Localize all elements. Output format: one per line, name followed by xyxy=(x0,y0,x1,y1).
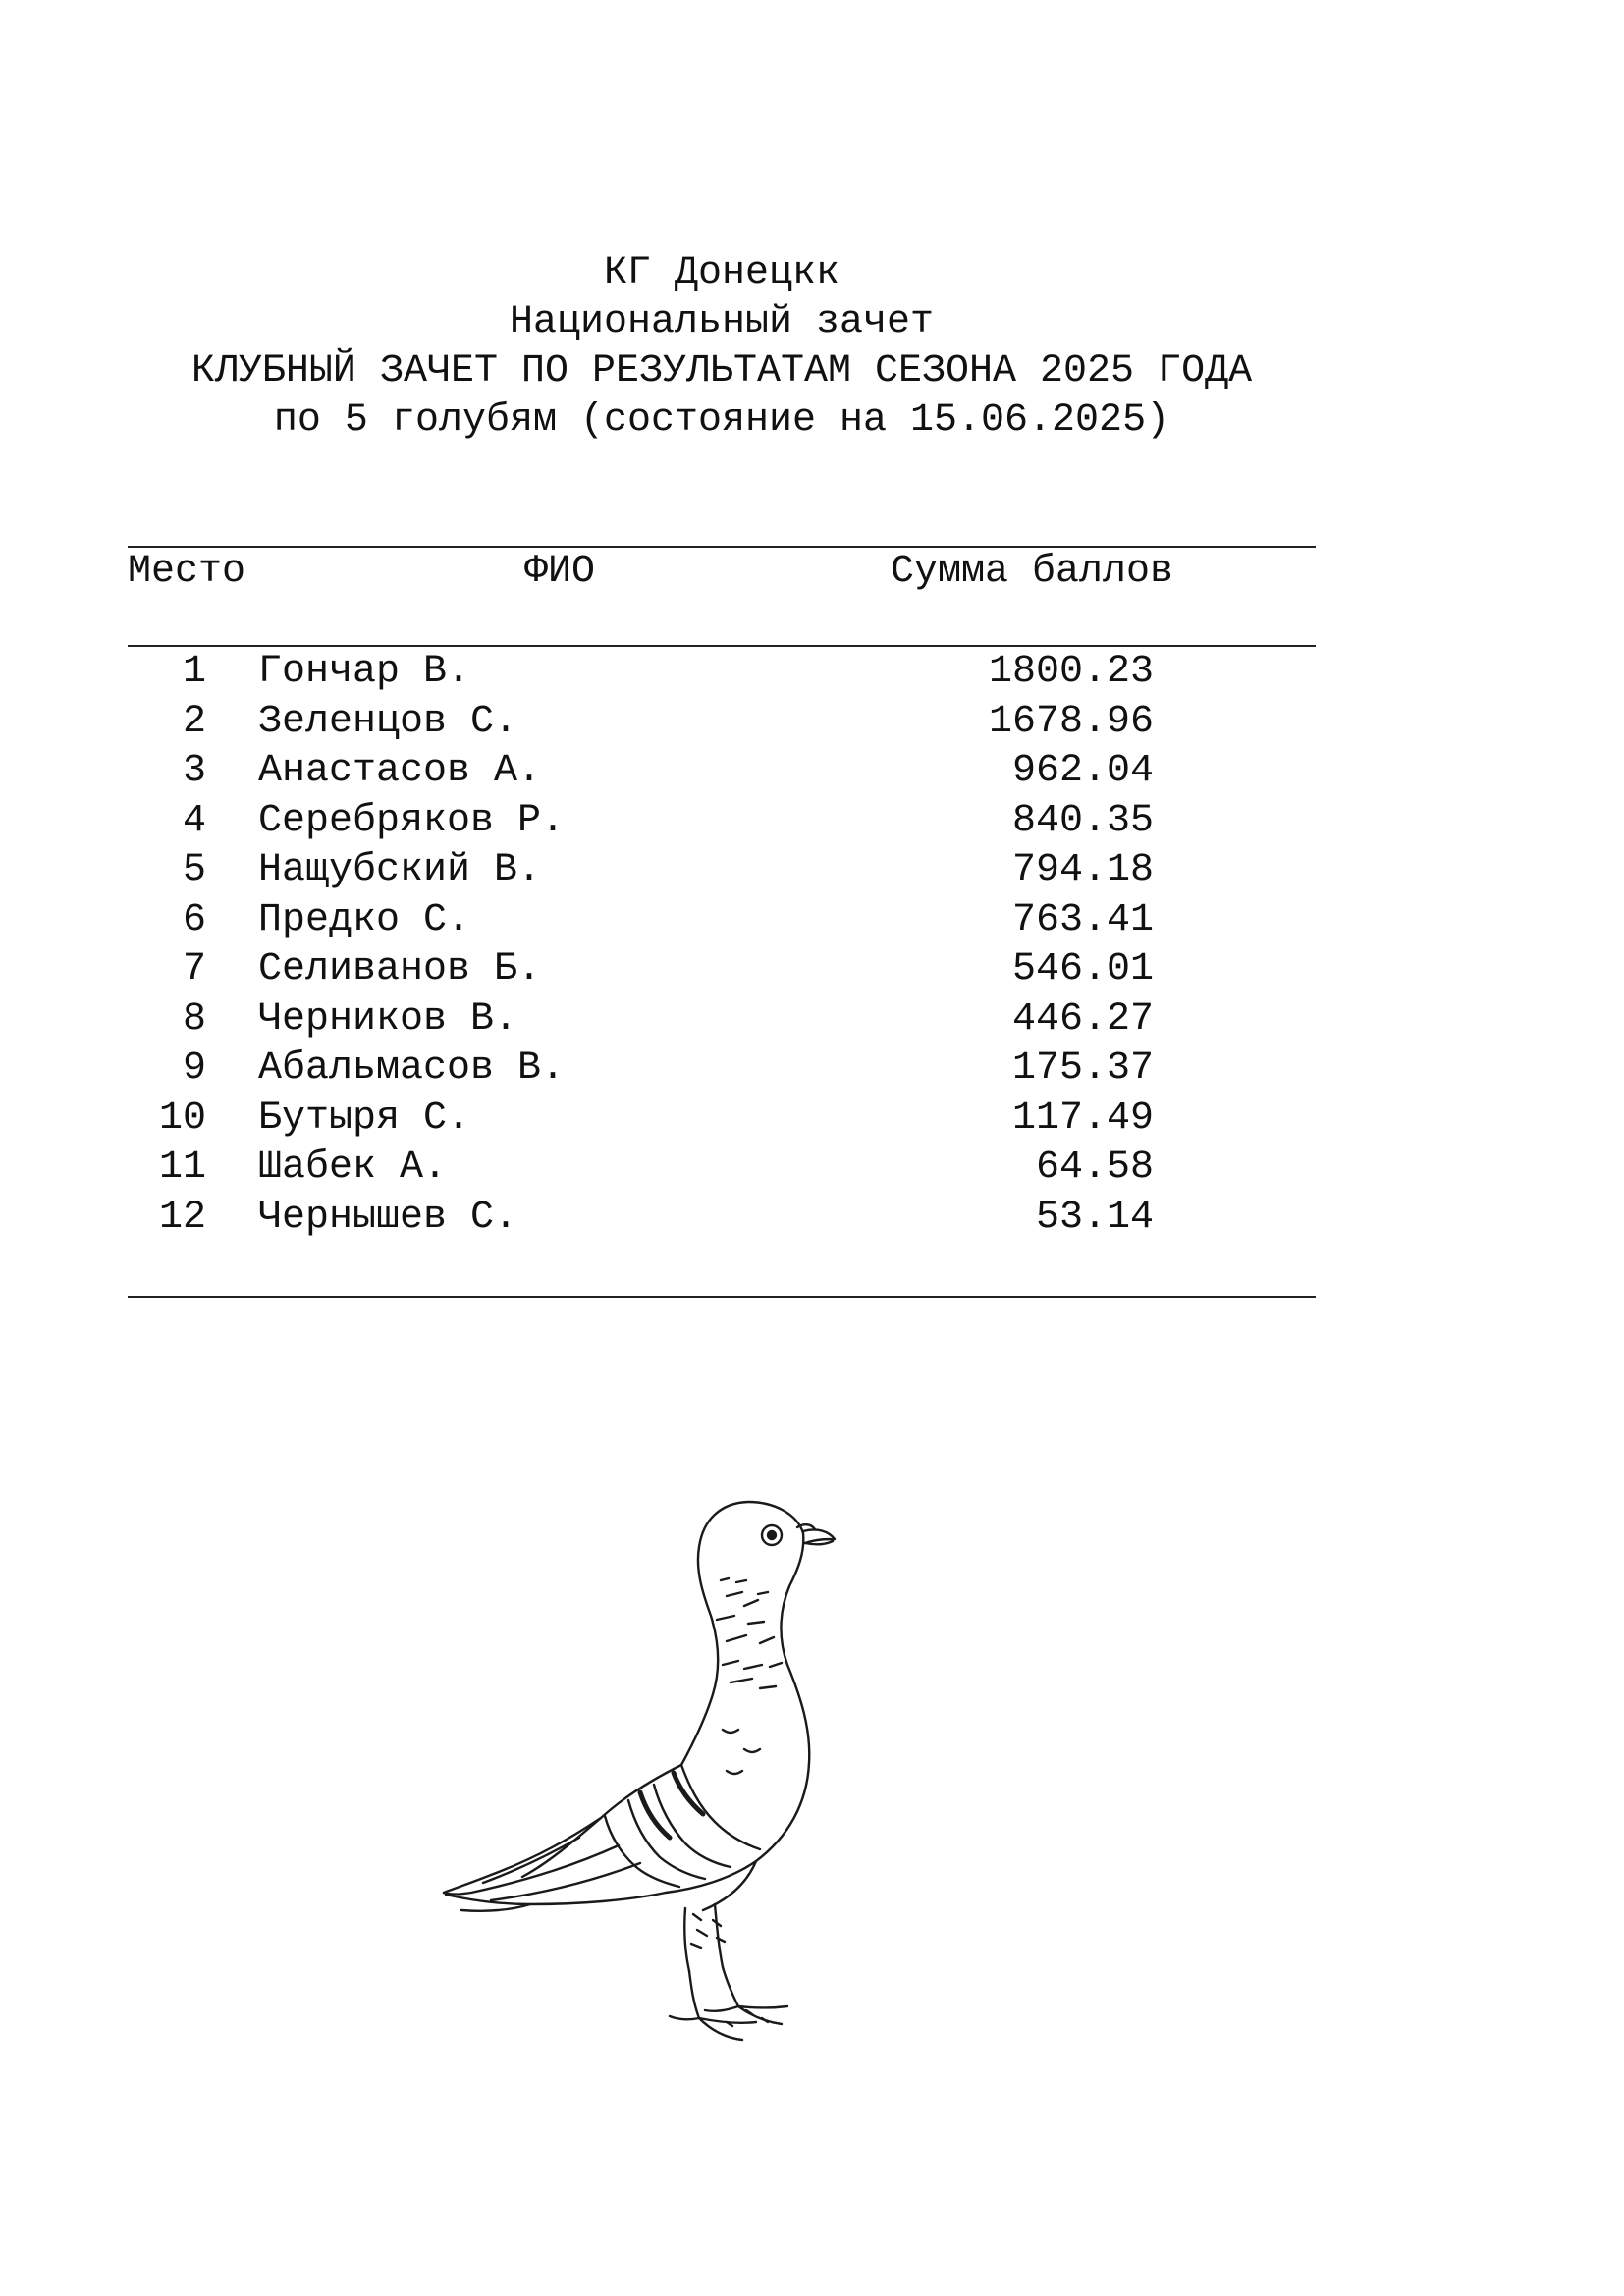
row-place: 4 xyxy=(182,798,206,843)
header-divider xyxy=(128,645,1316,647)
row-name: Шабек А. xyxy=(258,1146,448,1190)
row-name: Серебряков Р. xyxy=(258,798,566,843)
row-place: 8 xyxy=(182,996,206,1041)
document-title: КЛУБНЫЙ ЗАЧЕТ ПО РЕЗУЛЬТАТАМ СЕЗОНА 2025 ГОДА xyxy=(190,349,1253,394)
row-score: 446.27 xyxy=(1011,996,1154,1041)
row-name: Чернышев С. xyxy=(258,1195,518,1240)
table-row xyxy=(128,1144,1316,1194)
row-name: Нащубский В. xyxy=(258,848,542,892)
row-place: 6 xyxy=(182,897,206,942)
document-subtitle: по 5 голубям (состояние на 15.06.2025) xyxy=(273,399,1170,443)
row-score: 175.37 xyxy=(1011,1046,1154,1091)
row-place: 9 xyxy=(182,1046,206,1091)
row-name: Гончар В. xyxy=(258,650,471,694)
table-row xyxy=(128,747,1316,797)
row-score: 53.14 xyxy=(1035,1195,1154,1240)
row-name: Черников В. xyxy=(258,996,518,1041)
table-row xyxy=(128,945,1316,995)
table-row xyxy=(128,995,1316,1045)
row-score: 1678.96 xyxy=(988,699,1154,744)
row-score: 763.41 xyxy=(1011,897,1154,942)
column-header-score: Сумма баллов xyxy=(891,550,1174,594)
row-place: 1 xyxy=(182,650,206,694)
table-row xyxy=(128,698,1316,748)
row-score: 1800.23 xyxy=(988,650,1154,694)
club-name: КГ Донецкк xyxy=(603,251,840,295)
table-row xyxy=(128,1095,1316,1145)
row-score: 794.18 xyxy=(1011,848,1154,892)
row-place: 10 xyxy=(158,1095,206,1141)
table-row xyxy=(128,797,1316,847)
row-name: Селиванов Б. xyxy=(258,947,542,991)
table-row xyxy=(128,896,1316,946)
pigeon-illustration-icon xyxy=(432,1472,982,2110)
row-place: 3 xyxy=(182,749,206,793)
table-row xyxy=(128,846,1316,896)
row-name: Абальмасов В. xyxy=(258,1046,566,1091)
table-row xyxy=(128,1194,1316,1244)
table-row xyxy=(128,1044,1316,1095)
row-place: 12 xyxy=(158,1195,206,1240)
row-place: 5 xyxy=(182,848,206,892)
table-row xyxy=(128,648,1316,698)
row-place: 7 xyxy=(182,947,206,991)
row-score: 840.35 xyxy=(1011,798,1154,843)
row-name: Зеленцов С. xyxy=(258,699,518,744)
column-header-place: Место xyxy=(128,550,246,594)
column-header-name: ФИО xyxy=(524,550,596,594)
row-place: 2 xyxy=(182,699,206,744)
row-score: 546.01 xyxy=(1011,947,1154,991)
row-score: 64.58 xyxy=(1035,1146,1154,1190)
row-name: Анастасов А. xyxy=(258,749,542,793)
competition-name: Национальный зачет xyxy=(509,300,935,345)
row-name: Бутыря С. xyxy=(258,1095,471,1141)
row-place: 11 xyxy=(158,1146,206,1190)
bottom-divider xyxy=(128,1296,1316,1298)
row-score: 117.49 xyxy=(1011,1095,1154,1141)
results-table xyxy=(128,648,1316,1243)
row-name: Предко С. xyxy=(258,897,471,942)
row-score: 962.04 xyxy=(1011,749,1154,793)
